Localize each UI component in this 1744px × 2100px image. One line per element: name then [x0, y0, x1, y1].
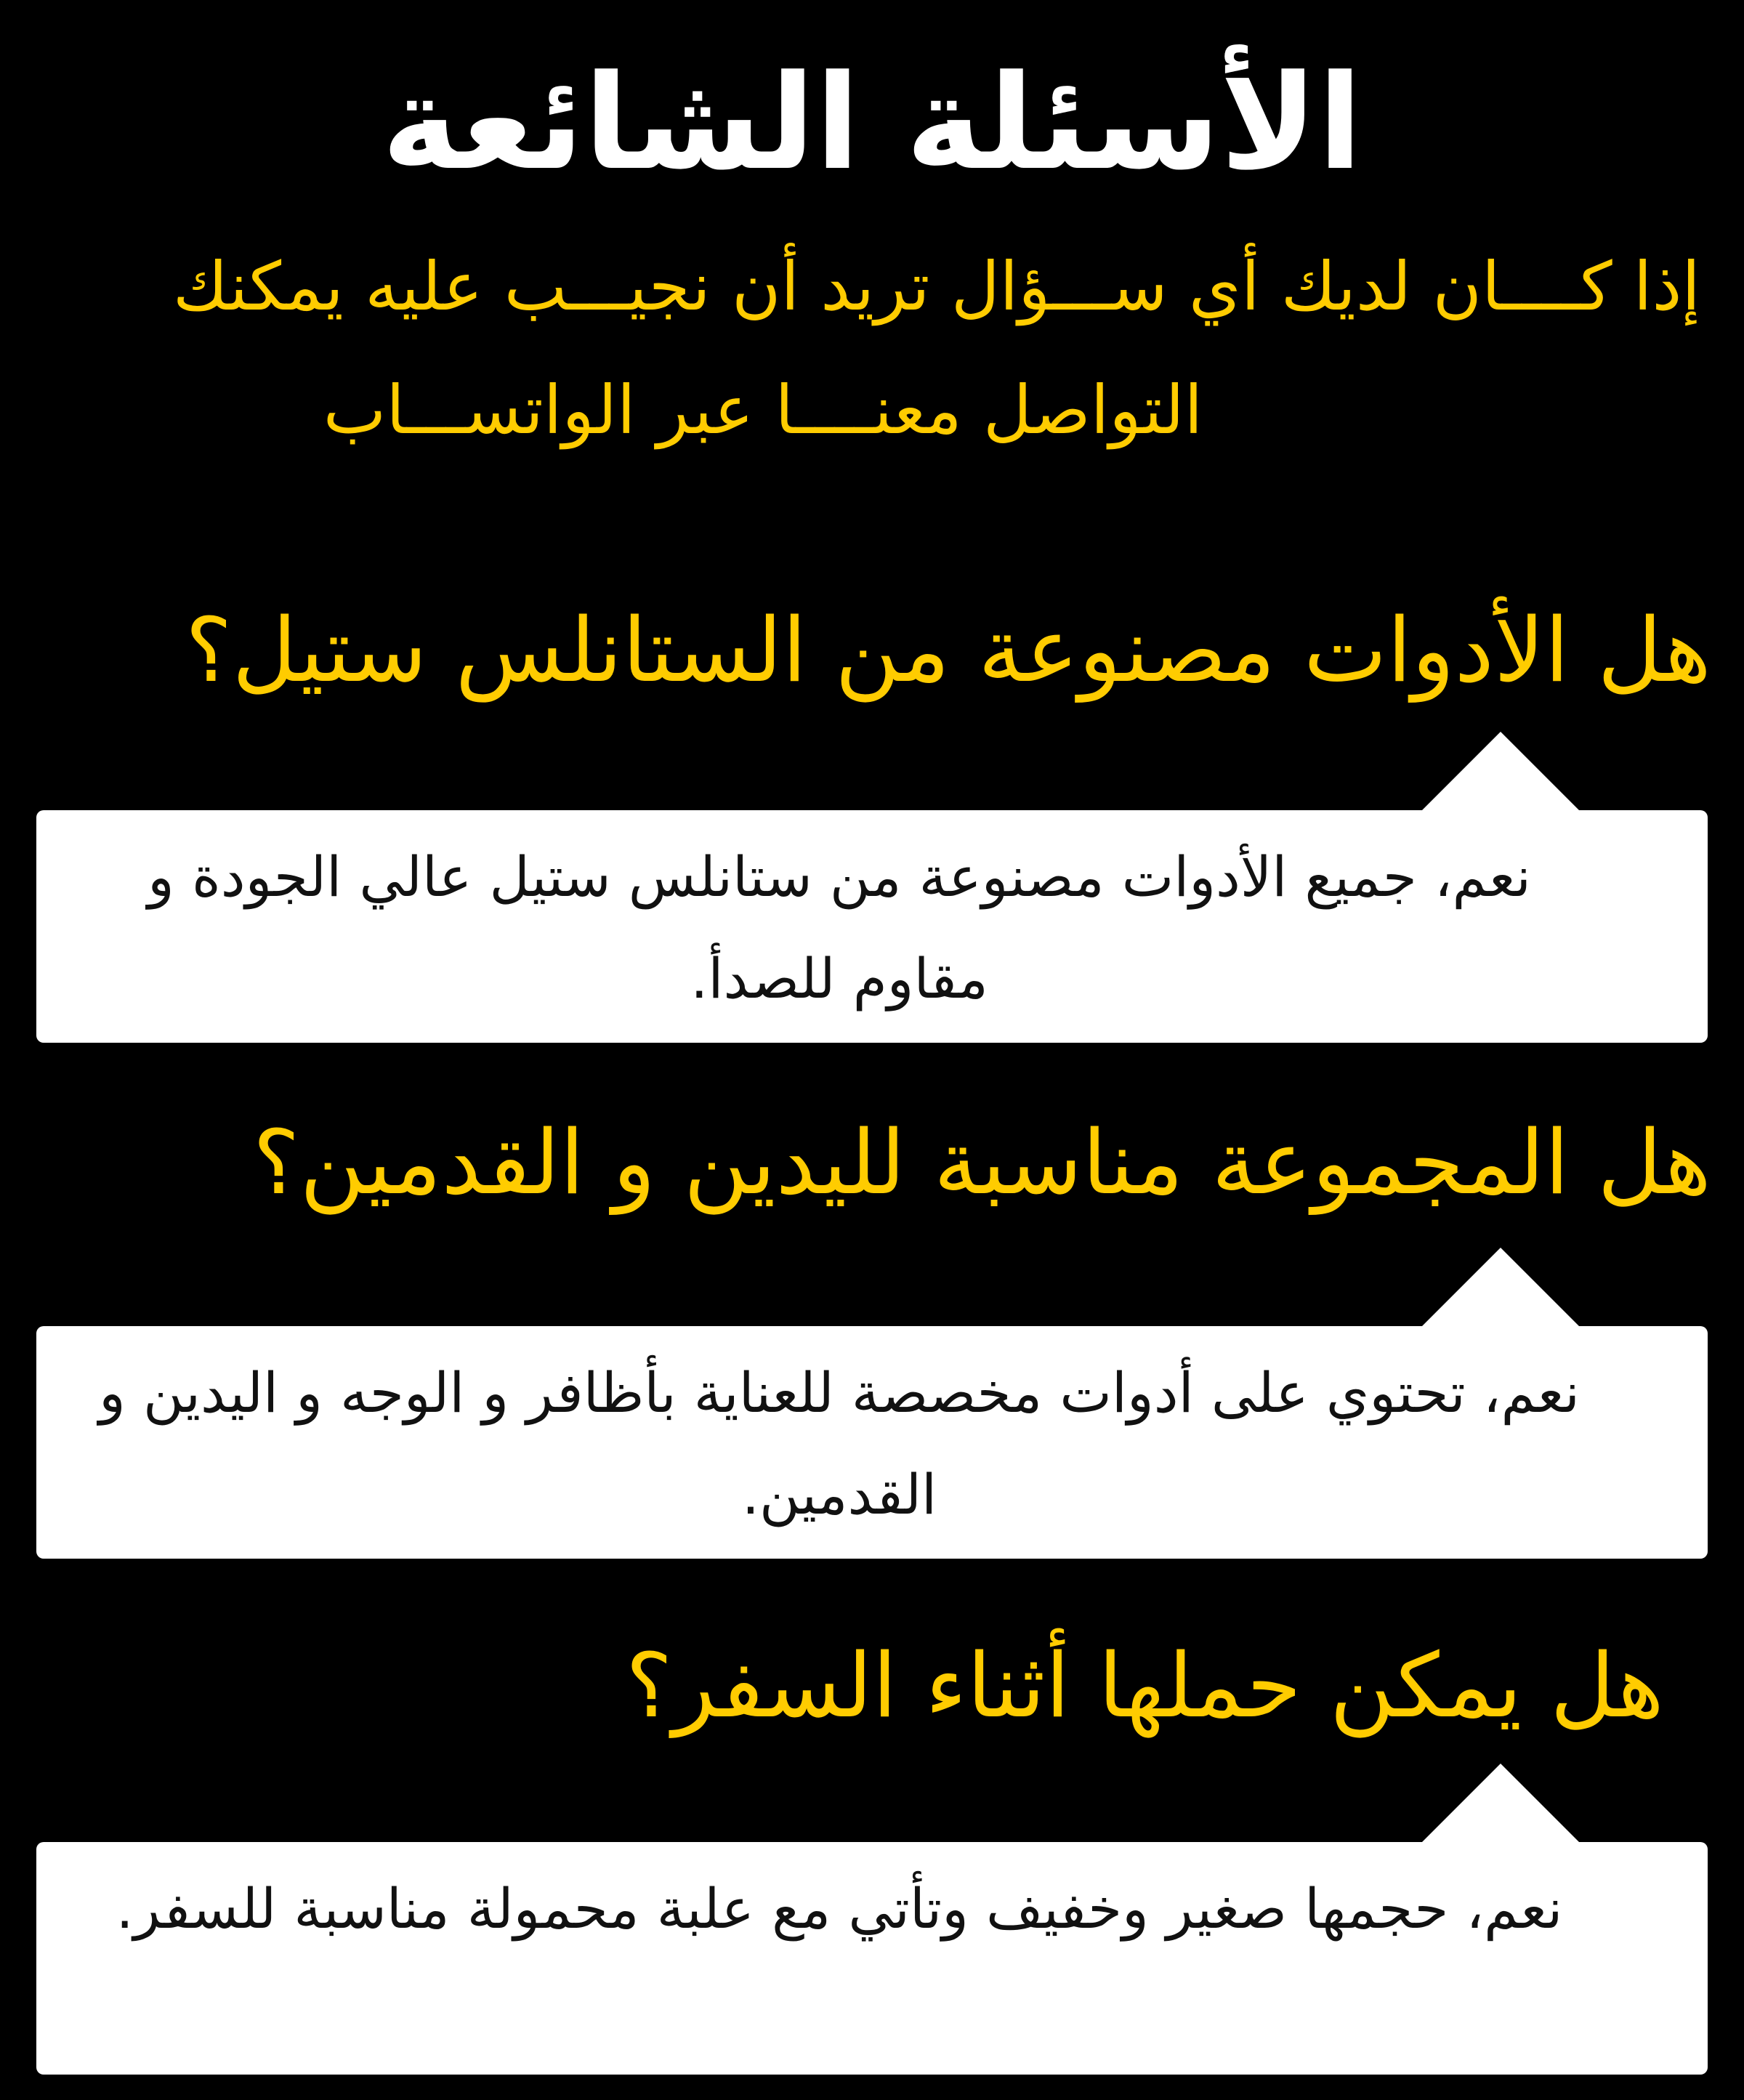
- faq-question-1: هل الأدوات مصنوعة من الستانلس ستيل؟: [185, 599, 1711, 702]
- faq-question-3: هل يمكن حملها أثناء السفر؟: [625, 1634, 1664, 1737]
- intro-text-line-2: التواصل معنــــا عبر الواتســـاب: [323, 371, 1203, 449]
- faq-answer-1: نعم، جميع الأدوات مصنوعة من ستانلس ستيل عالي الجودة و مقاوم للصدأ.: [148, 844, 1531, 1011]
- page-title: الأسئلة الشائعة: [382, 47, 1362, 199]
- intro-text-line-1: إذا كــــان لديك أي ســـؤال تريد أن نجيـــب عليه يمكنك: [172, 248, 1700, 326]
- faq-answer-bubble-2: [36, 1326, 1708, 1559]
- faq-question-2: هل المجموعة مناسبة لليدين و القدمين؟: [252, 1111, 1711, 1214]
- faq-answer-2: نعم، تحتوي على أدوات مخصصة للعناية بأظافر و الوجه و اليدين و القدمين.: [99, 1360, 1580, 1527]
- faq-answer-bubble-1: [36, 810, 1708, 1043]
- faq-answer-3: نعم، حجمها صغير وخفيف وتأتي مع علبة محمولة مناسبة للسفر.: [116, 1876, 1563, 1941]
- faq-answer-bubble-3: [36, 1842, 1708, 2075]
